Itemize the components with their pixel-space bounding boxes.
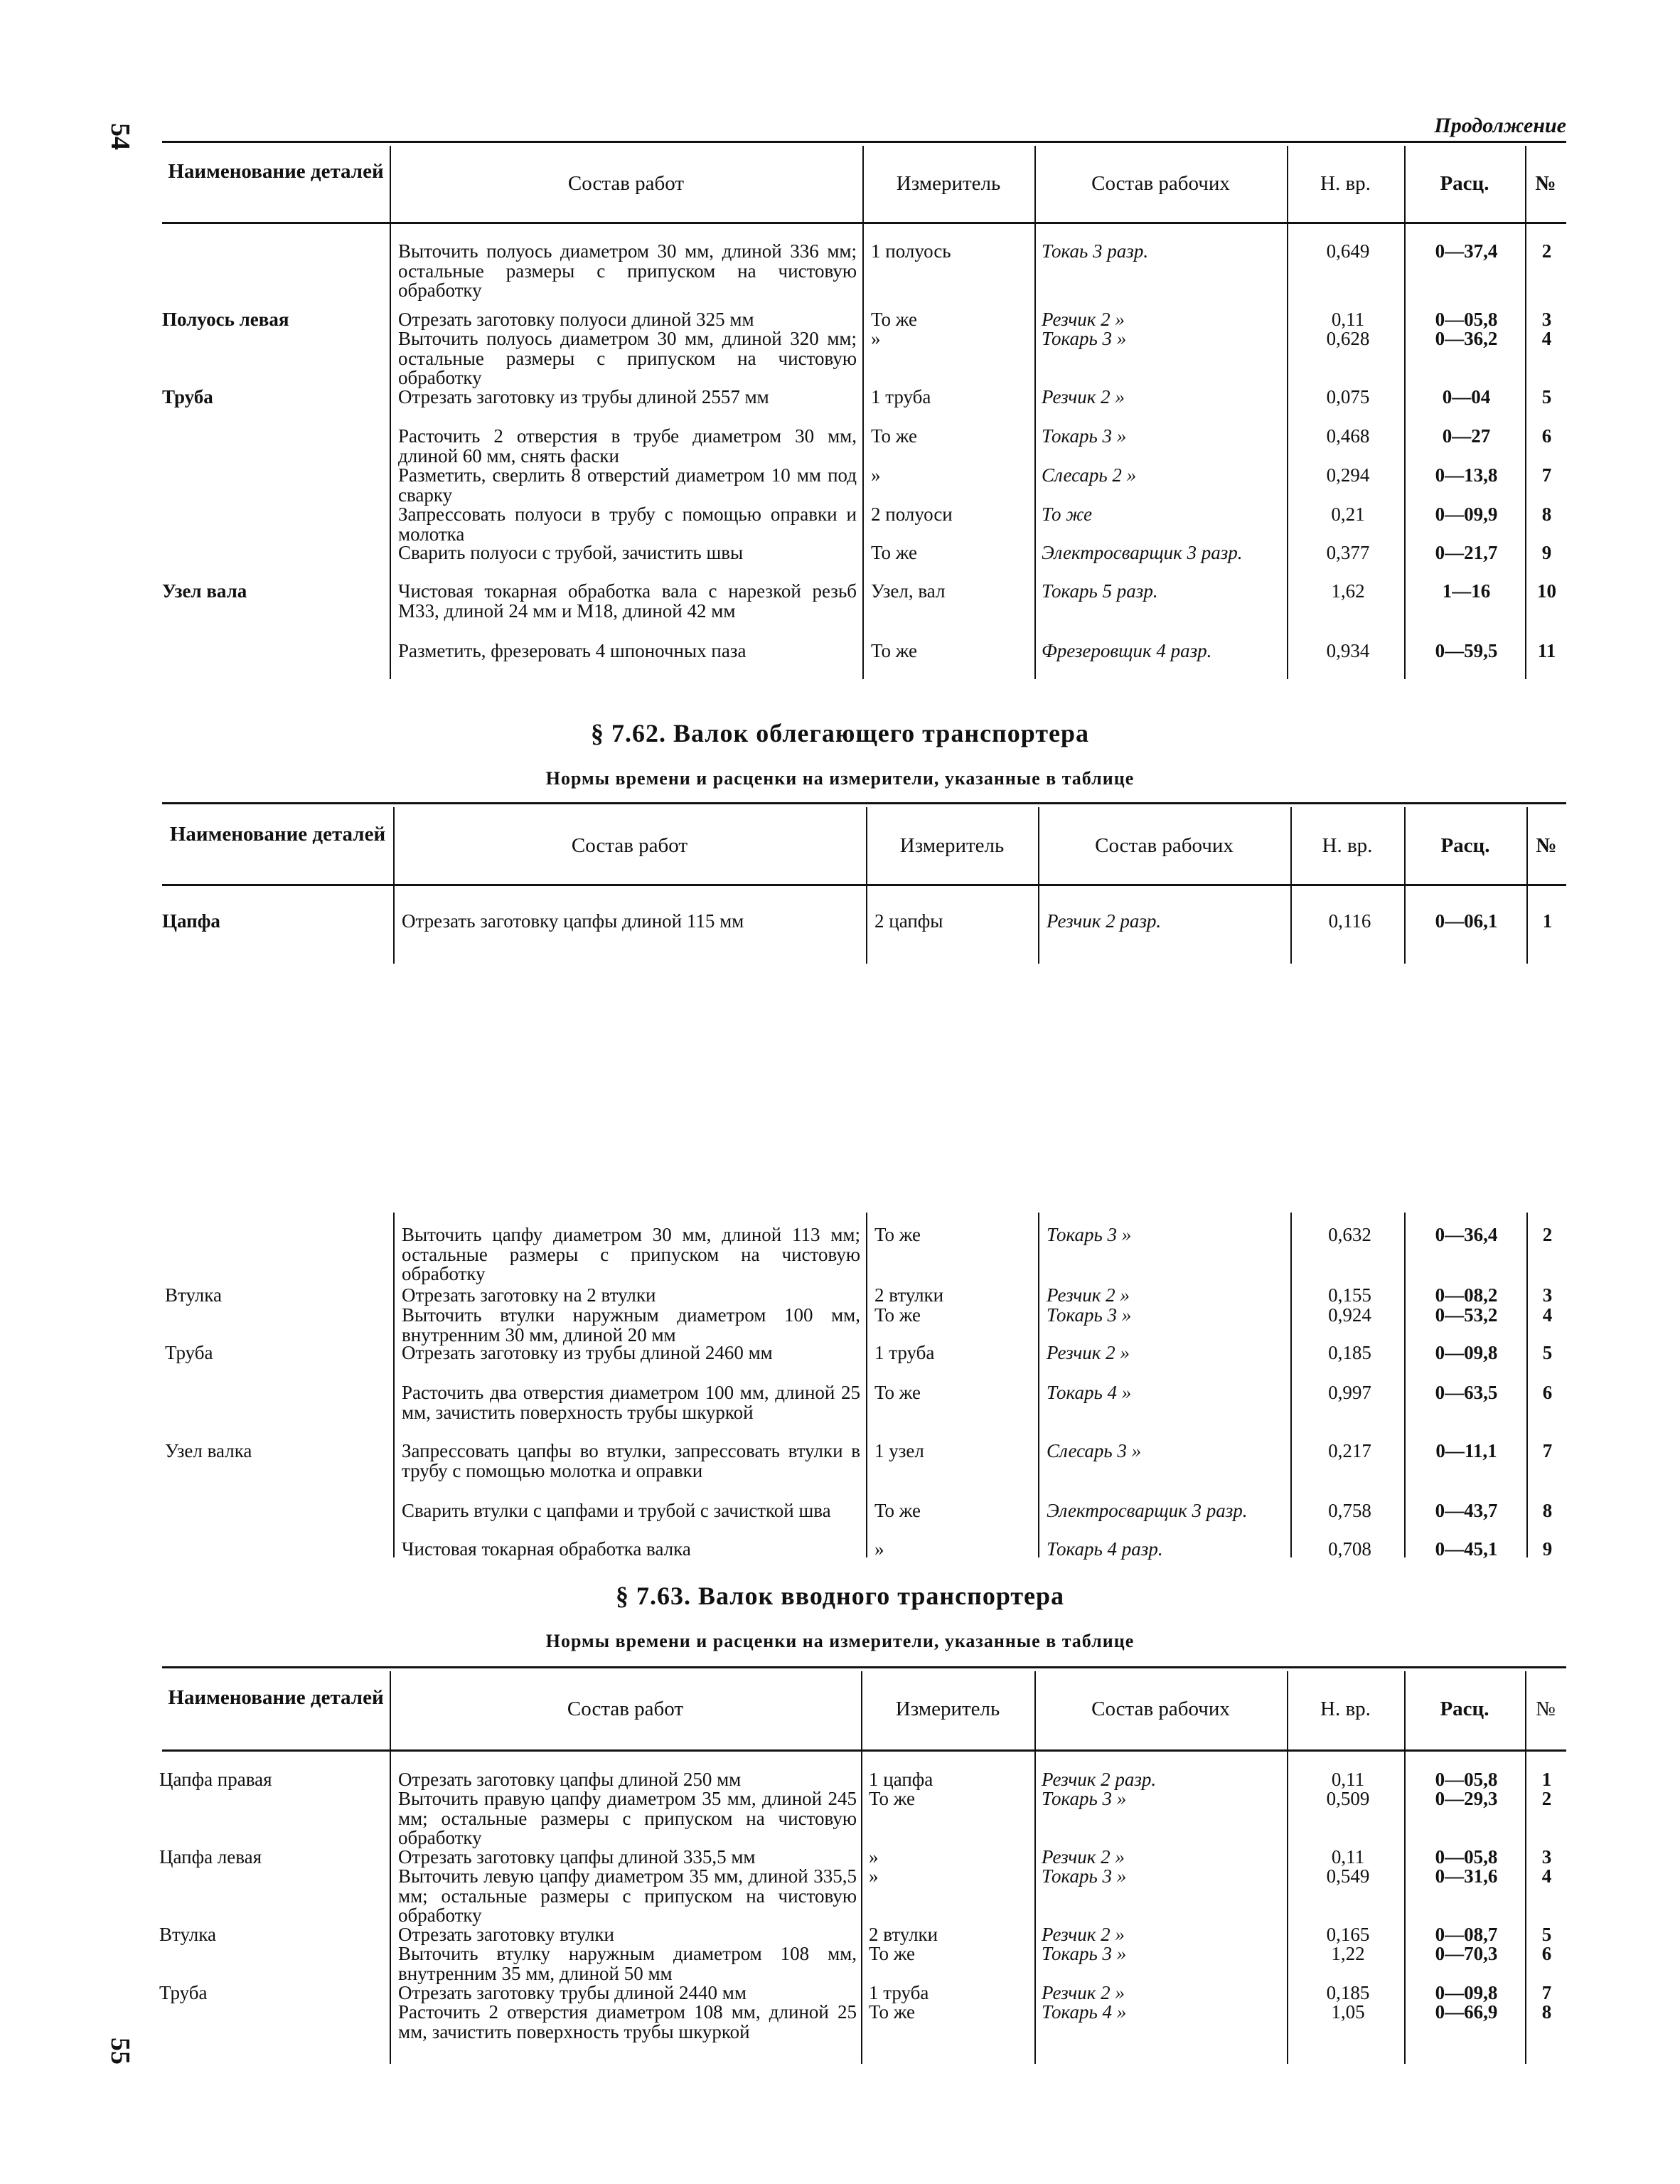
table-cell-norm: 0,185 (1328, 1342, 1371, 1363)
table-cell-name: Полуось левая (162, 309, 289, 330)
table-cell-works: Выточить левую цапфу диаметром 35 мм, длиной 335,5 мм; остальные размеры с припуском на чистовую обработку (398, 1865, 857, 1926)
table-1-col-line (862, 146, 864, 679)
table-cell-unit: 1 труба (869, 1982, 929, 2003)
table-cell-unit: » (869, 1865, 879, 1887)
table-cell-norm: 1,22 (1331, 1943, 1365, 1964)
table-cell-unit: То же (871, 309, 917, 330)
table-cell-name: Втулка (159, 1924, 216, 1945)
table-cell-rate: 0—11,1 (1435, 1440, 1497, 1461)
table-cell-workers: Токарь 3 » (1042, 1943, 1127, 1964)
table-cell-works: Отрезать заготовку на 2 втулки (402, 1284, 656, 1306)
table-cell-unit: То же (871, 425, 917, 447)
table-cell-no: 5 (1541, 386, 1552, 407)
table-2-col-line (866, 1213, 867, 1557)
table-3-col-line (861, 1671, 862, 2064)
table-3-header-no: № (1536, 1698, 1556, 1720)
table-cell-rate: 1—16 (1442, 580, 1491, 602)
table-cell-norm: 0,11 (1331, 309, 1365, 330)
table-cell-norm: 0,21 (1331, 504, 1365, 525)
table-cell-works: Отрезать заготовку полуоси длиной 325 мм (398, 309, 754, 330)
table-cell-rate: 0—66,9 (1435, 2001, 1498, 2023)
table-cell-rate: 0—45,1 (1435, 1538, 1498, 1560)
table-cell-norm: 0,075 (1326, 386, 1370, 407)
table-cell-norm: 0,155 (1328, 1284, 1371, 1306)
table-1-col-line (1034, 146, 1036, 679)
table-cell-workers: Резчик 2 » (1042, 309, 1125, 330)
table-cell-works: Чистовая токарная обработка валка (402, 1538, 691, 1560)
table-cell-rate: 0—13,8 (1435, 464, 1498, 486)
table-cell-norm: 0,924 (1328, 1304, 1371, 1326)
table-cell-rate: 0—70,3 (1435, 1943, 1498, 1964)
table-cell-rate: 0—09,9 (1435, 504, 1498, 525)
table-cell-workers: Электросварщик 3 разр. (1047, 1500, 1248, 1521)
table-cell-works: Выточить полуось диаметром 30 мм, длиной 336 мм; остальные размеры с припуском на чистовую обработку (398, 240, 857, 301)
table-cell-no: 2 (1541, 240, 1552, 262)
table-2-col-line (1290, 1213, 1292, 1557)
table-3-header-rate: Расц. (1440, 1698, 1489, 1720)
table-cell-works: Расточить 2 отверстия диаметром 108 мм, длиной 25 мм, зачистить поверхность трубы шкуркой (398, 2001, 857, 2042)
table-3-header-unit: Измеритель (895, 1698, 1000, 1720)
table-cell-works: Отрезать заготовку цапфы длиной 115 мм (402, 910, 744, 932)
table-cell-no: 8 (1541, 504, 1552, 525)
table-cell-norm: 0,509 (1326, 1788, 1370, 1809)
table-cell-workers: Токарь 3 » (1042, 328, 1127, 349)
table-1-header-rule (162, 222, 1566, 224)
table-2-header-rate: Расц. (1440, 834, 1490, 857)
table-cell-norm: 0,468 (1326, 425, 1370, 447)
table-cell-unit: То же (874, 1500, 921, 1521)
table-cell-no: 10 (1537, 580, 1556, 602)
table-cell-rate: 0—36,4 (1435, 1224, 1498, 1245)
table-cell-rate: 0—06,1 (1435, 910, 1498, 932)
table-cell-unit: 1 цапфа (869, 1769, 933, 1790)
table-1-header-no: № (1535, 172, 1556, 195)
table-cell-name: Труба (165, 1342, 213, 1363)
table-cell-workers: Резчик 2 » (1042, 386, 1125, 407)
table-cell-rate: 0—37,4 (1435, 240, 1498, 262)
table-cell-workers: Резчик 2 разр. (1042, 1769, 1157, 1790)
table-cell-unit: 1 полуось (871, 240, 951, 262)
table-cell-unit: То же (869, 1943, 915, 1964)
table-cell-unit: 2 втулки (874, 1284, 944, 1306)
table-2-col-line (1290, 807, 1292, 964)
table-cell-workers: Токарь 3 » (1047, 1224, 1132, 1245)
table-cell-works: Сварить втулки с цапфами и трубой с зачисткой шва (402, 1500, 831, 1521)
table-cell-workers: Токарь 3 » (1042, 1865, 1127, 1887)
table-cell-workers: Слесарь 3 » (1047, 1440, 1142, 1461)
table-cell-workers: Токарь 3 » (1042, 1788, 1127, 1809)
table-cell-norm: 0,217 (1328, 1440, 1371, 1461)
table-cell-unit: То же (871, 542, 917, 563)
table-cell-name: Цапфа правая (159, 1769, 272, 1790)
table-2-col-line (393, 1213, 395, 1557)
table-1-col-line (1404, 146, 1406, 679)
table-2-col-line (1404, 1213, 1406, 1557)
table-cell-works: Расточить два отверстия диаметром 100 мм, длиной 25 мм, зачистить поверхность трубы шкуркой (402, 1382, 860, 1423)
table-cell-no: 11 (1537, 640, 1556, 661)
table-cell-workers: Токарь 5 разр. (1042, 580, 1158, 602)
table-cell-name: Узел валка (165, 1440, 252, 1461)
table-cell-norm: 0,11 (1331, 1846, 1365, 1868)
table-3-col-line (1034, 1671, 1036, 2064)
table-cell-unit: То же (874, 1224, 921, 1245)
table-cell-norm: 0,649 (1326, 240, 1370, 262)
table-cell-no: 1 (1541, 1769, 1552, 1790)
table-cell-rate: 0—08,2 (1435, 1284, 1498, 1306)
table-1-header-name: Наименование деталей (168, 160, 384, 183)
table-cell-rate: 0—09,8 (1435, 1982, 1498, 2003)
table-cell-no: 9 (1542, 1538, 1553, 1560)
table-cell-works: Выточить втулку наружным диаметром 108 мм, внутренним 35 мм, длиной 50 мм (398, 1943, 857, 1984)
table-cell-norm: 1,62 (1331, 580, 1365, 602)
table-cell-rate: 0—27 (1442, 425, 1491, 447)
table-cell-rate: 0—05,8 (1435, 1846, 1498, 1868)
table-2-col-line (1404, 807, 1406, 964)
table-cell-norm: 0,294 (1326, 464, 1370, 486)
table-cell-no: 9 (1541, 542, 1552, 563)
table-3-header-norm: Н. вр. (1320, 1698, 1371, 1720)
table-cell-no: 7 (1542, 1440, 1553, 1461)
table-cell-norm: 0,934 (1326, 640, 1370, 661)
table-3-header-workers: Состав рабочих (1091, 1698, 1230, 1720)
table-cell-no: 8 (1542, 1500, 1553, 1521)
table-cell-rate: 0—31,6 (1435, 1865, 1498, 1887)
table-cell-no: 3 (1541, 1846, 1552, 1868)
table-2-header-rule (162, 884, 1566, 886)
page-number-bottom: 55 (105, 2037, 135, 2065)
table-cell-norm: 0,11 (1331, 1769, 1365, 1790)
table-cell-workers: Резчик 2 » (1042, 1846, 1125, 1868)
table-cell-no: 4 (1541, 328, 1552, 349)
table-cell-name: Цапфа левая (159, 1846, 262, 1868)
table-3-col-line (1525, 1671, 1526, 2064)
table-cell-unit: То же (869, 1788, 915, 1809)
table-cell-rate: 0—43,7 (1435, 1500, 1498, 1521)
table-cell-name: Цапфа (162, 910, 220, 932)
table-cell-unit: » (871, 328, 881, 349)
table-1-header-works: Состав работ (567, 172, 685, 195)
table-cell-norm: 0,997 (1328, 1382, 1371, 1403)
table-cell-unit: То же (869, 2001, 915, 2023)
table-cell-no: 8 (1541, 2001, 1552, 2023)
table-cell-works: Выточить полуось диаметром 30 мм, длиной 320 мм; остальные размеры с припуском на чистовую обработку (398, 328, 857, 388)
table-cell-unit: То же (874, 1382, 921, 1403)
table-cell-works: Сварить полуоси с трубой, зачистить швы (398, 542, 744, 563)
table-cell-norm: 0,632 (1328, 1224, 1371, 1245)
table-cell-rate: 0—29,3 (1435, 1788, 1498, 1809)
table-cell-workers: Токарь 3 » (1042, 425, 1127, 447)
table-cell-unit: То же (871, 640, 917, 661)
table-cell-unit: 1 труба (874, 1342, 935, 1363)
table-cell-works: Разметить, сверлить 8 отверстий диаметром 10 мм под сварку (398, 464, 857, 506)
table-2-col-line (393, 807, 395, 964)
table-cell-no: 6 (1541, 1943, 1552, 1964)
table-cell-unit: » (871, 464, 881, 486)
table-2-col-line (1526, 807, 1528, 964)
table-cell-unit: Узел, вал (871, 580, 946, 602)
table-cell-unit: 1 труба (871, 386, 931, 407)
table-cell-workers: Резчик 2 » (1042, 1924, 1125, 1945)
table-cell-norm: 0,758 (1328, 1500, 1371, 1521)
table-cell-works: Отрезать заготовку из трубы длиной 2557 мм (398, 386, 769, 407)
table-1-col-line (390, 146, 391, 679)
table-cell-no: 6 (1541, 425, 1552, 447)
table-cell-rate: 0—36,2 (1435, 328, 1498, 349)
table-1-col-line (1287, 146, 1288, 679)
table-1-header-rate: Расц. (1440, 172, 1489, 195)
table-2-top-rule (162, 802, 1566, 804)
table-2-header-no: № (1536, 834, 1557, 857)
table-cell-norm: 0,116 (1328, 910, 1371, 932)
table-2-col-line (866, 807, 867, 964)
table-cell-unit: 2 цапфы (874, 910, 943, 932)
section-7-62-title: § 7.62. Валок облегающего транспортера (590, 719, 1090, 747)
table-cell-rate: 0—21,7 (1435, 542, 1498, 563)
table-cell-workers: Резчик 2 » (1047, 1342, 1130, 1363)
table-2-col-line (1526, 1213, 1528, 1557)
table-cell-unit: » (869, 1846, 879, 1868)
table-cell-norm: 0,708 (1328, 1538, 1371, 1560)
table-cell-works: Запрессовать цапфы во втулки, запрессовать втулки в трубу с помощью молотка и оправки (402, 1440, 860, 1481)
table-cell-norm: 0,549 (1326, 1865, 1370, 1887)
table-cell-rate: 0—09,8 (1435, 1342, 1498, 1363)
table-cell-name: Втулка (165, 1284, 222, 1306)
table-cell-no: 3 (1542, 1284, 1553, 1306)
table-cell-unit: 1 узел (874, 1440, 924, 1461)
table-cell-works: Выточить цапфу диаметром 30 мм, длиной 113 мм; остальные размеры с припуском на чистовую обработку (402, 1224, 860, 1284)
table-cell-works: Расточить 2 отверстия в трубе диаметром 30 мм, длиной 60 мм, снять фаски (398, 425, 857, 467)
table-cell-no: 3 (1541, 309, 1552, 330)
table-1-header-unit: Измеритель (896, 172, 1001, 195)
table-cell-rate: 0—08,7 (1435, 1924, 1498, 1945)
table-cell-works: Отрезать заготовку цапфы длиной 335,5 мм (398, 1846, 756, 1868)
table-cell-norm: 0,165 (1326, 1924, 1370, 1945)
table-cell-no: 4 (1542, 1304, 1553, 1326)
table-cell-workers: Токарь 4 » (1042, 2001, 1127, 2023)
table-2-header-workers: Состав рабочих (1095, 834, 1234, 857)
section-7-62-subtitle: Нормы времени и расценки на измерители, указанные в таблице (545, 768, 1135, 789)
table-2-header-works: Состав работ (571, 834, 688, 857)
table-cell-workers: Слесарь 2 » (1042, 464, 1137, 486)
table-cell-workers: Токарь 4 » (1047, 1382, 1132, 1403)
table-3-top-rule (162, 1666, 1566, 1668)
table-3-header-works: Состав работ (567, 1698, 684, 1720)
table-cell-workers: Электросварщик 3 разр. (1042, 542, 1243, 563)
table-3-header-name: Наименование деталей (168, 1686, 384, 1709)
page-number-top: 54 (105, 123, 135, 150)
table-cell-works: Разметить, фрезеровать 4 шпоночных паза (398, 640, 747, 661)
table-cell-workers: Резчик 2 разр. (1047, 910, 1162, 932)
table-cell-no: 7 (1541, 1982, 1552, 2003)
table-cell-no: 5 (1542, 1342, 1553, 1363)
table-cell-norm: 1,05 (1331, 2001, 1365, 2023)
continued-label: Продолжение (1434, 114, 1566, 137)
table-2-col-line (1038, 1213, 1039, 1557)
table-cell-no: 1 (1542, 910, 1553, 932)
table-1-col-line (1525, 146, 1526, 679)
table-1-header-norm: Н. вр. (1320, 172, 1371, 195)
table-cell-works: Отрезать заготовку цапфы длиной 250 мм (398, 1769, 742, 1790)
table-cell-unit: » (874, 1538, 884, 1560)
table-2-header-norm: Н. вр. (1322, 834, 1373, 857)
table-cell-norm: 0,628 (1326, 328, 1370, 349)
table-cell-unit: То же (874, 1304, 921, 1326)
table-2-col-line (1038, 807, 1039, 964)
table-cell-no: 4 (1541, 1865, 1552, 1887)
table-cell-no: 6 (1542, 1382, 1553, 1403)
table-cell-unit: 2 полуоси (871, 504, 953, 525)
table-cell-rate: 0—53,2 (1435, 1304, 1498, 1326)
table-cell-rate: 0—05,8 (1435, 1769, 1498, 1790)
table-cell-works: Отрезать заготовку трубы длиной 2440 мм (398, 1982, 747, 2003)
section-7-63-subtitle: Нормы времени и расценки на измерители, указанные в таблице (545, 1631, 1135, 1651)
table-cell-name: Узел вала (162, 580, 247, 602)
table-cell-works: Выточить втулки наружным диаметром 100 мм, внутренним 30 мм, длиной 20 мм (402, 1304, 860, 1346)
table-cell-norm: 0,185 (1326, 1982, 1370, 2003)
table-cell-no: 2 (1541, 1788, 1552, 1809)
table-cell-workers: Резчик 2 » (1042, 1982, 1125, 2003)
table-cell-works: Отрезать заготовку из трубы длиной 2460 мм (402, 1342, 773, 1363)
table-2-header-unit: Измеритель (899, 834, 1005, 857)
table-cell-norm: 0,377 (1326, 542, 1370, 563)
table-cell-workers: То же (1042, 504, 1093, 525)
table-cell-rate: 0—04 (1442, 386, 1491, 407)
table-cell-workers: Токаь 3 разр. (1042, 240, 1149, 262)
table-cell-workers: Фрезеровщик 4 разр. (1042, 640, 1212, 661)
table-cell-works: Выточить правую цапфу диаметром 35 мм, длиной 245 мм; остальные размеры с припуском на чистовую обработку (398, 1788, 857, 1848)
table-3-col-line (390, 1671, 391, 2064)
table-cell-no: 5 (1541, 1924, 1552, 1945)
section-7-63-title: § 7.63. Валок вводного транспортера (615, 1582, 1065, 1610)
table-3-col-line (1287, 1671, 1288, 2064)
table-cell-workers: Токарь 3 » (1047, 1304, 1132, 1326)
table-cell-no: 2 (1542, 1224, 1553, 1245)
table-cell-rate: 0—63,5 (1435, 1382, 1498, 1403)
table-cell-name: Труба (162, 386, 213, 407)
table-1-header-workers: Состав рабочих (1091, 172, 1230, 195)
table-cell-works: Отрезать заготовку втулки (398, 1924, 615, 1945)
table-cell-workers: Резчик 2 » (1047, 1284, 1130, 1306)
table-cell-works: Запрессовать полуоси в трубу с помощью оправки и молотка (398, 504, 857, 545)
table-1-top-rule (162, 141, 1566, 143)
table-2-header-name: Наименование деталей (169, 823, 386, 846)
table-cell-unit: 2 втулки (869, 1924, 938, 1945)
table-cell-name: Труба (159, 1982, 208, 2003)
table-cell-workers: Токарь 4 разр. (1047, 1538, 1163, 1560)
table-cell-rate: 0—05,8 (1435, 309, 1498, 330)
table-3-header-rule (162, 1749, 1566, 1752)
table-3-col-line (1404, 1671, 1406, 2064)
table-cell-no: 7 (1541, 464, 1552, 486)
table-cell-rate: 0—59,5 (1435, 640, 1498, 661)
table-cell-works: Чистовая токарная обработка вала с нарезкой резьб М33, длиной 24 мм и М18, длиной 42 мм (398, 580, 857, 622)
